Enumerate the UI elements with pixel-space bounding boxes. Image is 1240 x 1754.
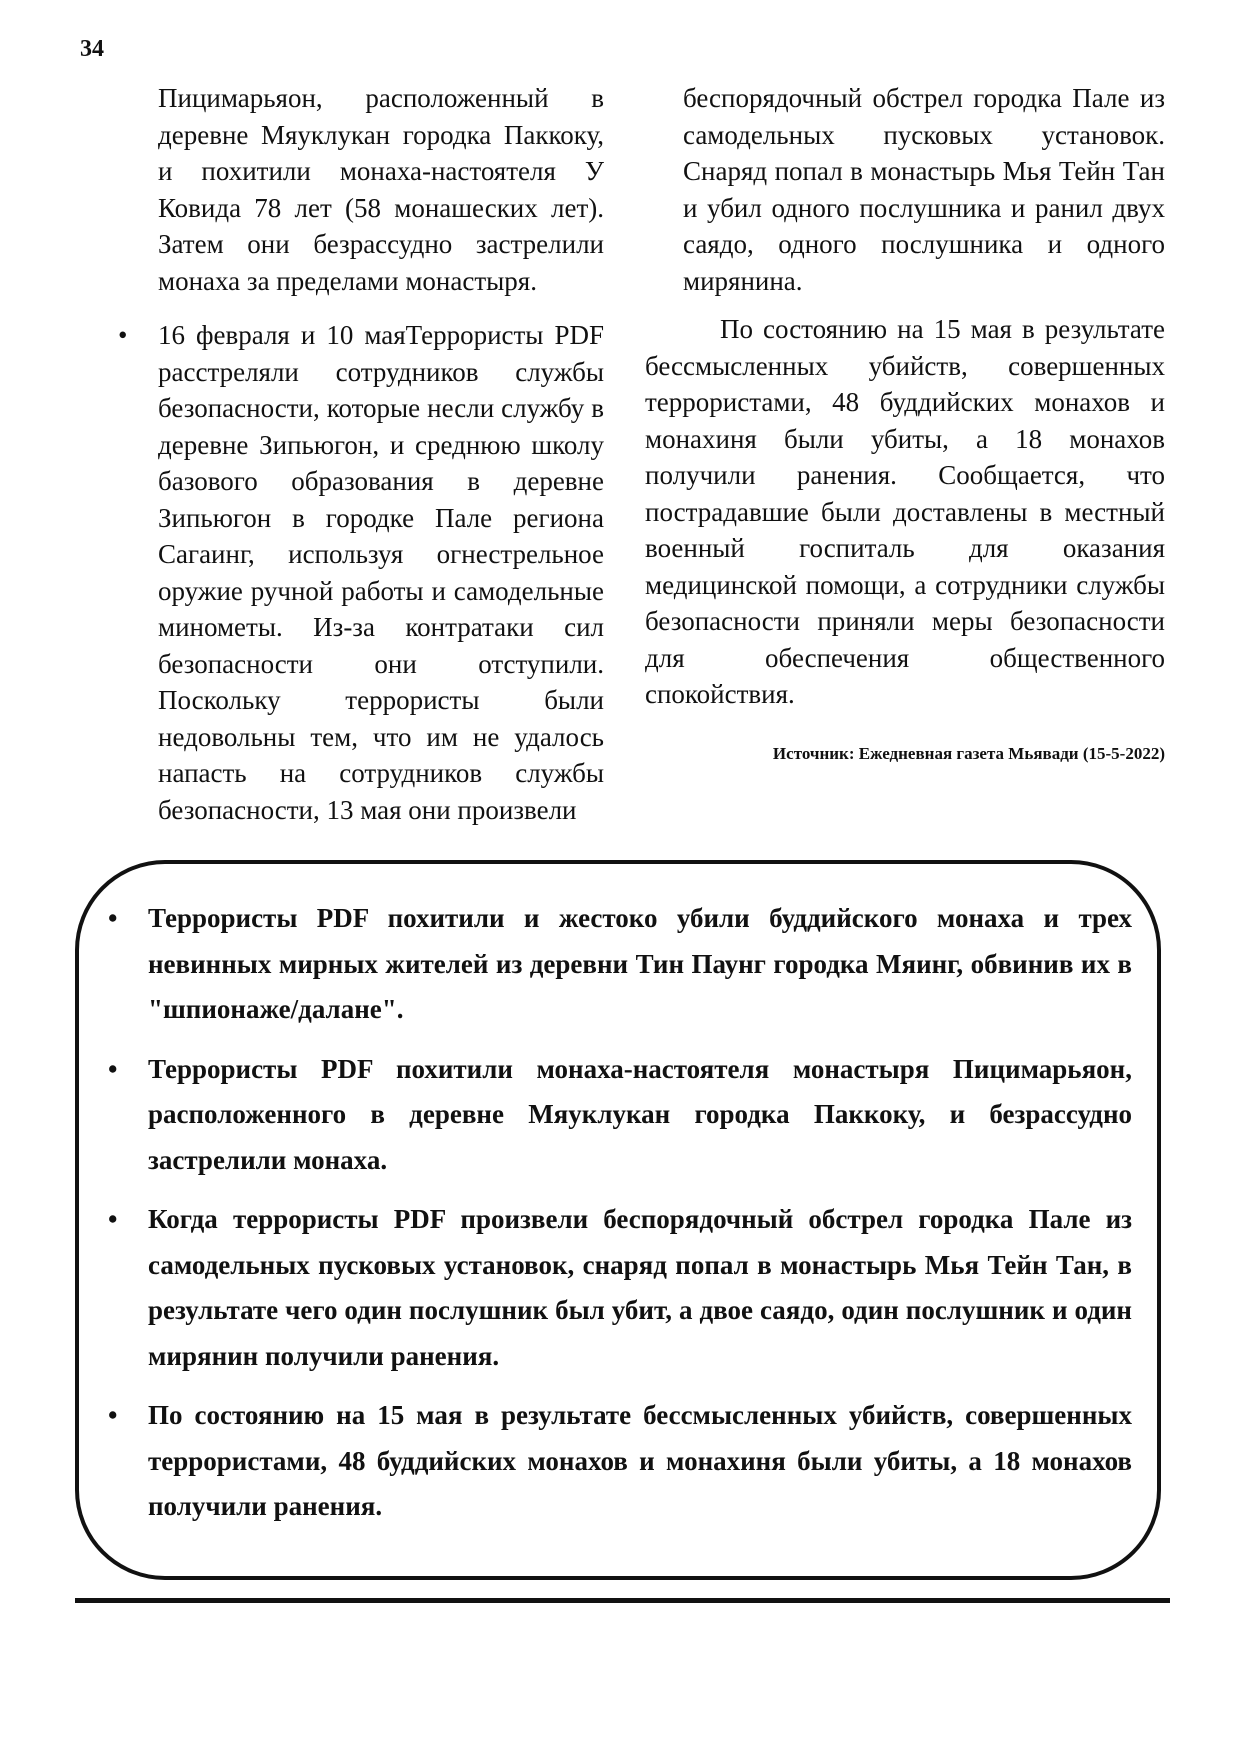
- summary-item: [108, 1393, 1132, 1530]
- bullet-icon: •: [108, 903, 118, 933]
- bullet-icon: •: [108, 1053, 118, 1084]
- bottom-rule: [75, 1598, 1170, 1603]
- summary-item-text: Террористы PDF похитили и жестоко убили буддийского монаха и трех невинных мирных жителей из деревни Тин Паунг городка Мяинг, обвинив их в "шпионаже/далане".: [148, 903, 1132, 1024]
- left-column: [120, 80, 604, 828]
- summary-item: [108, 1197, 1132, 1379]
- summary-list: [108, 896, 1132, 1544]
- left-bullet-item: [120, 317, 604, 828]
- bullet-icon: •: [108, 1204, 118, 1234]
- summary-item-text: Когда террористы PDF произвели беспорядочный обстрел городка Пале из самодельных пусковых установок, снаряд попал в монастырь Мья Тейн Тан, в результате чего один послушник был убит, а двое саядо, один послушник и один мирянин получили ранения.: [148, 1204, 1132, 1371]
- bullet-icon: •: [108, 1400, 118, 1430]
- summary-item: [108, 1047, 1132, 1184]
- right-continuation-paragraph: беспорядочный обстрел городка Пале из самодельных пусковых установок. Снаряд попал в монастырь Мья Тейн Тан и убил одного послушника и ранил двух саядо, одного послушника и одного мирянина.: [683, 83, 1165, 296]
- right-column: [645, 80, 1165, 765]
- page-number: 34: [80, 36, 104, 62]
- bullet-icon: •: [118, 320, 128, 350]
- left-bullet-text: 16 февраля и 10 маяТеррористы PDF расстреляли сотрудников службы безопасности, которые несли службу в деревне Зипьюгон, и среднюю школу базового образования в деревне Зипьюгон в городке Пале региона Сагаинг, используя огнестрельное оружие ручной работы и самодельные минометы. Из-за контратаки сил безопасности они отступили. Поскольку террористы были недовольны тем, что им не удалось напасть на сотрудников службы безопасности, 13 мая они произвели: [158, 320, 604, 825]
- summary-item-text: Террористы PDF похитили монаха-настоятеля монастыря Пицимарьяон, расположенного в деревне Мяуклукан городка Паккоку, и безрассудно застрелили монаха.: [148, 1053, 1132, 1175]
- summary-item: [108, 896, 1132, 1033]
- left-continuation-paragraph: Пицимарьяон, расположенный в деревне Мяуклукан городка Паккоку, и похитили монаха-настоятеля У Ковида 78 лет (58 монашеских лет). Затем они безрассудно застрелили монаха за пределами монастыря.: [158, 83, 604, 296]
- right-paragraph: По состоянию на 15 мая в результате бессмысленных убийств, совершенных террористами, 48 буддийских монахов и монахиня были убиты, а 18 монахов получили ранения. Сообщается, что пострадавшие были доставлены в местный военный госпиталь для оказания медицинской помощи, а сотрудники службы безопасности приняли меры безопасности для обеспечения общественного спокойствия.: [645, 314, 1165, 709]
- source-citation: Источник: Ежедневная газета Мьявади (15-5-2022): [772, 743, 1165, 763]
- summary-item-text: По состоянию на 15 мая в результате бессмысленных убийств, совершенных террористами, 48 буддийских монахов и монахиня были убиты, а 18 монахов получили ранения.: [148, 1400, 1132, 1521]
